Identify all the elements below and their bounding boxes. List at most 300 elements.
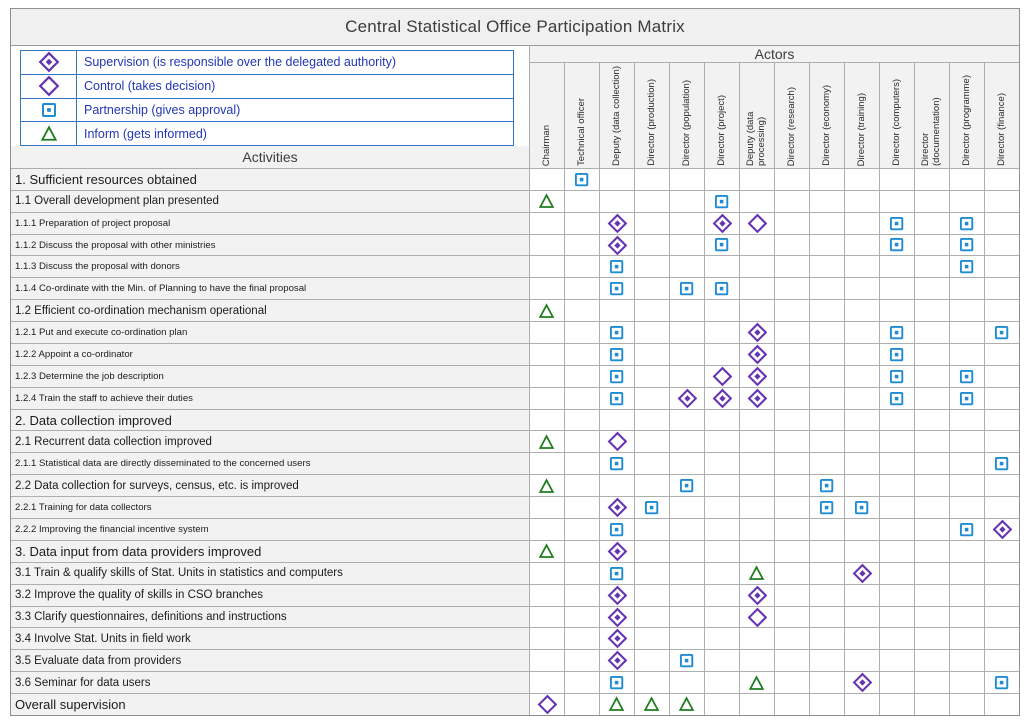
matrix-cell bbox=[705, 497, 739, 518]
activities-header: Activities bbox=[11, 146, 529, 168]
control-icon bbox=[712, 366, 733, 387]
matrix-cell bbox=[845, 410, 879, 431]
matrix-cell bbox=[565, 431, 599, 452]
matrix-cell bbox=[705, 388, 739, 409]
matrix-cell bbox=[635, 366, 669, 387]
supervision-icon bbox=[607, 235, 628, 256]
matrix-cell bbox=[775, 541, 809, 562]
matrix-cell bbox=[915, 650, 949, 671]
matrix-cell bbox=[845, 672, 879, 693]
matrix-cell bbox=[740, 278, 774, 299]
legend-symbol-cell bbox=[21, 99, 76, 122]
supervision-icon bbox=[607, 607, 628, 628]
matrix-cell bbox=[880, 541, 914, 562]
control-icon bbox=[537, 694, 558, 715]
actor-column-label: Director (documentation) bbox=[920, 97, 942, 166]
matrix-cell bbox=[705, 300, 739, 321]
matrix-cell bbox=[880, 519, 914, 540]
matrix-cell bbox=[880, 322, 914, 343]
matrix-cell bbox=[670, 628, 704, 649]
matrix-cell bbox=[845, 366, 879, 387]
matrix-cell bbox=[740, 563, 774, 584]
matrix-cell bbox=[845, 235, 879, 256]
legend bbox=[20, 50, 514, 146]
matrix-cell bbox=[670, 169, 704, 190]
activity-label: 3. Data input from data providers improved bbox=[11, 541, 529, 562]
matrix-cell bbox=[600, 191, 634, 212]
matrix-cell bbox=[775, 453, 809, 474]
matrix-cell bbox=[880, 585, 914, 606]
partnership-icon bbox=[574, 172, 589, 187]
matrix-cell bbox=[600, 300, 634, 321]
matrix-cell bbox=[845, 519, 879, 540]
supervision-icon bbox=[607, 650, 628, 671]
matrix-cell bbox=[600, 475, 634, 496]
matrix-cell bbox=[565, 278, 599, 299]
matrix-cell bbox=[845, 256, 879, 277]
matrix-cell bbox=[530, 344, 564, 365]
activity-label: 3.1 Train & qualify skills of Stat. Units in statistics and computers bbox=[11, 563, 529, 584]
matrix-cell bbox=[600, 278, 634, 299]
matrix-cell bbox=[845, 322, 879, 343]
matrix-cell bbox=[530, 431, 564, 452]
matrix-cell bbox=[740, 256, 774, 277]
matrix-cell bbox=[915, 278, 949, 299]
actor-column-label: Technical officer bbox=[575, 98, 587, 166]
matrix-cell bbox=[530, 235, 564, 256]
matrix-cell bbox=[635, 169, 669, 190]
matrix-cell bbox=[635, 607, 669, 628]
activity-label: 2.2.2 Improving the financial incentive system bbox=[11, 519, 529, 540]
matrix-cell bbox=[635, 628, 669, 649]
matrix-cell bbox=[775, 607, 809, 628]
matrix-cell bbox=[915, 235, 949, 256]
matrix-cell bbox=[740, 213, 774, 234]
partnership-icon bbox=[959, 391, 974, 406]
matrix-cell bbox=[845, 213, 879, 234]
activity-label: 1.1 Overall development plan presented bbox=[11, 191, 529, 212]
matrix-cell bbox=[845, 278, 879, 299]
matrix-cell bbox=[705, 453, 739, 474]
inform-icon bbox=[608, 696, 625, 712]
matrix-cell bbox=[705, 585, 739, 606]
matrix-cell bbox=[670, 278, 704, 299]
matrix-cell bbox=[565, 694, 599, 715]
actor-column-label: Director (economy) bbox=[820, 85, 832, 166]
matrix-cell bbox=[670, 672, 704, 693]
supervision-icon bbox=[677, 388, 698, 409]
actor-column-header bbox=[565, 63, 599, 168]
matrix-cell bbox=[985, 191, 1019, 212]
actor-column-label: Deputy (data collection) bbox=[610, 66, 622, 166]
matrix-cell bbox=[985, 235, 1019, 256]
activity-label: 3.4 Involve Stat. Units in field work bbox=[11, 628, 529, 649]
supervision-icon bbox=[712, 213, 733, 234]
matrix-cell bbox=[670, 607, 704, 628]
matrix-cell bbox=[600, 563, 634, 584]
matrix-cell bbox=[635, 519, 669, 540]
matrix-cell bbox=[880, 563, 914, 584]
matrix-cell bbox=[565, 388, 599, 409]
partnership-icon bbox=[609, 566, 624, 581]
matrix-cell bbox=[985, 278, 1019, 299]
matrix-cell bbox=[915, 672, 949, 693]
matrix-cell bbox=[600, 344, 634, 365]
matrix-cell bbox=[635, 322, 669, 343]
partnership-icon bbox=[609, 391, 624, 406]
matrix-cell bbox=[775, 694, 809, 715]
matrix-cell bbox=[950, 541, 984, 562]
matrix-cell bbox=[705, 410, 739, 431]
activity-label: 1.2.3 Determine the job description bbox=[11, 366, 529, 387]
matrix-cell bbox=[880, 300, 914, 321]
matrix-cell bbox=[600, 431, 634, 452]
matrix-cell bbox=[740, 410, 774, 431]
matrix-cell bbox=[880, 628, 914, 649]
matrix-cell bbox=[915, 563, 949, 584]
matrix-cell bbox=[950, 213, 984, 234]
matrix-cell bbox=[950, 235, 984, 256]
matrix-cell bbox=[845, 388, 879, 409]
matrix-cell bbox=[950, 169, 984, 190]
matrix-cell bbox=[565, 366, 599, 387]
matrix-cell bbox=[530, 519, 564, 540]
supervision-icon bbox=[712, 388, 733, 409]
matrix-cell bbox=[950, 585, 984, 606]
partnership-icon bbox=[714, 281, 729, 296]
matrix-cell bbox=[950, 278, 984, 299]
actor-column-label: Deputy (data processing) bbox=[745, 111, 767, 166]
matrix-cell bbox=[775, 431, 809, 452]
matrix-cell bbox=[670, 388, 704, 409]
matrix-cell bbox=[985, 585, 1019, 606]
matrix-cell bbox=[670, 344, 704, 365]
matrix-cell bbox=[845, 628, 879, 649]
matrix-cell bbox=[670, 475, 704, 496]
matrix-cell bbox=[880, 672, 914, 693]
matrix-cell bbox=[635, 497, 669, 518]
supervision-icon bbox=[607, 585, 628, 606]
matrix-cell bbox=[705, 344, 739, 365]
matrix-cell bbox=[775, 388, 809, 409]
matrix-cell bbox=[635, 191, 669, 212]
matrix-grid bbox=[11, 46, 1019, 715]
partnership-icon bbox=[679, 653, 694, 668]
activity-label: 1.1.3 Discuss the proposal with donors bbox=[11, 256, 529, 277]
actor-column-header bbox=[880, 63, 914, 168]
matrix-cell bbox=[985, 519, 1019, 540]
matrix-cell bbox=[600, 169, 634, 190]
inform-icon bbox=[538, 434, 555, 450]
matrix-cell bbox=[600, 410, 634, 431]
matrix-cell bbox=[915, 213, 949, 234]
matrix-cell bbox=[810, 300, 844, 321]
partnership-icon bbox=[609, 347, 624, 362]
matrix-cell bbox=[530, 256, 564, 277]
matrix-cell bbox=[530, 563, 564, 584]
matrix-cell bbox=[635, 431, 669, 452]
matrix-cell bbox=[565, 300, 599, 321]
actor-column-label: Director (training) bbox=[855, 92, 867, 166]
matrix-cell bbox=[705, 475, 739, 496]
matrix-cell bbox=[740, 650, 774, 671]
control-icon bbox=[747, 213, 768, 234]
matrix-cell bbox=[600, 585, 634, 606]
matrix-cell bbox=[775, 191, 809, 212]
matrix-cell bbox=[950, 519, 984, 540]
inform-icon bbox=[643, 696, 660, 712]
matrix-cell bbox=[635, 344, 669, 365]
inform-icon bbox=[678, 696, 695, 712]
matrix-cell bbox=[635, 672, 669, 693]
matrix-cell bbox=[705, 235, 739, 256]
partnership-icon bbox=[609, 259, 624, 274]
matrix-cell bbox=[950, 497, 984, 518]
matrix-cell bbox=[670, 585, 704, 606]
partnership-icon bbox=[679, 478, 694, 493]
partnership-icon bbox=[819, 500, 834, 515]
matrix-cell bbox=[670, 519, 704, 540]
matrix-cell bbox=[950, 650, 984, 671]
matrix-cell bbox=[880, 278, 914, 299]
activity-label: 3.5 Evaluate data from providers bbox=[11, 650, 529, 671]
matrix-cell bbox=[880, 410, 914, 431]
matrix-cell bbox=[845, 431, 879, 452]
matrix-cell bbox=[985, 169, 1019, 190]
matrix-cell bbox=[740, 366, 774, 387]
matrix-cell bbox=[915, 628, 949, 649]
actor-column-label: Chairman bbox=[540, 124, 552, 166]
matrix-cell bbox=[810, 344, 844, 365]
supervision-icon bbox=[747, 366, 768, 387]
matrix-cell bbox=[740, 607, 774, 628]
partnership-icon bbox=[889, 347, 904, 362]
matrix-cell bbox=[775, 585, 809, 606]
matrix-cell bbox=[985, 475, 1019, 496]
matrix-cell bbox=[565, 169, 599, 190]
matrix-cell bbox=[530, 585, 564, 606]
matrix-cell bbox=[810, 431, 844, 452]
matrix-cell bbox=[530, 300, 564, 321]
actor-column-header bbox=[950, 63, 984, 168]
matrix-cell bbox=[705, 541, 739, 562]
matrix-cell bbox=[565, 628, 599, 649]
activity-label: Overall supervision bbox=[11, 694, 529, 715]
matrix-cell bbox=[635, 300, 669, 321]
matrix-cell bbox=[740, 300, 774, 321]
matrix-cell bbox=[845, 585, 879, 606]
matrix-cell bbox=[775, 322, 809, 343]
matrix-cell bbox=[775, 519, 809, 540]
matrix-cell bbox=[880, 431, 914, 452]
partnership-icon bbox=[889, 237, 904, 252]
supervision-icon bbox=[747, 344, 768, 365]
matrix-cell bbox=[985, 300, 1019, 321]
matrix-cell bbox=[880, 366, 914, 387]
matrix-cell bbox=[880, 453, 914, 474]
actor-column-header bbox=[635, 63, 669, 168]
matrix-cell bbox=[635, 475, 669, 496]
matrix-cell bbox=[775, 650, 809, 671]
matrix-cell bbox=[600, 256, 634, 277]
matrix-cell bbox=[740, 628, 774, 649]
matrix-cell bbox=[985, 541, 1019, 562]
supervision-icon bbox=[607, 541, 628, 562]
actor-column-label: Director (project) bbox=[715, 95, 727, 166]
matrix-cell bbox=[880, 191, 914, 212]
matrix-cell bbox=[915, 169, 949, 190]
actor-column-label: Director (population) bbox=[680, 79, 692, 166]
matrix-cell bbox=[810, 650, 844, 671]
matrix-cell bbox=[845, 650, 879, 671]
supervision-icon bbox=[852, 672, 873, 693]
activity-label: 1.1.4 Co-ordinate with the Min. of Planning to have the final proposal bbox=[11, 278, 529, 299]
matrix-cell bbox=[775, 278, 809, 299]
matrix-cell bbox=[810, 563, 844, 584]
matrix-cell bbox=[600, 607, 634, 628]
activities-header-cell bbox=[11, 46, 529, 168]
matrix-cell bbox=[985, 322, 1019, 343]
matrix-cell bbox=[950, 672, 984, 693]
matrix-cell bbox=[985, 650, 1019, 671]
matrix-cell bbox=[950, 475, 984, 496]
matrix-cell bbox=[985, 563, 1019, 584]
matrix-cell bbox=[565, 563, 599, 584]
inform-icon bbox=[538, 478, 555, 494]
matrix-cell bbox=[915, 519, 949, 540]
actor-column-header bbox=[670, 63, 704, 168]
matrix-cell bbox=[635, 453, 669, 474]
matrix-cell bbox=[985, 388, 1019, 409]
matrix-cell bbox=[810, 191, 844, 212]
matrix-cell bbox=[810, 453, 844, 474]
supervision-icon bbox=[607, 213, 628, 234]
partnership-icon bbox=[889, 369, 904, 384]
matrix-cell bbox=[565, 585, 599, 606]
matrix-cell bbox=[705, 563, 739, 584]
legend-label: Partnership (gives approval) bbox=[77, 99, 513, 122]
matrix-cell bbox=[530, 694, 564, 715]
activity-label: 3.2 Improve the quality of skills in CSO branches bbox=[11, 585, 529, 606]
matrix-cell bbox=[775, 213, 809, 234]
matrix-cell bbox=[635, 388, 669, 409]
matrix-cell bbox=[670, 235, 704, 256]
matrix-cell bbox=[810, 585, 844, 606]
activity-label: 1.1.2 Discuss the proposal with other ministries bbox=[11, 235, 529, 256]
actor-column-label: Director (production) bbox=[645, 79, 657, 166]
matrix-cell bbox=[810, 541, 844, 562]
actor-column-header bbox=[985, 63, 1019, 168]
activity-label: 1.2 Efficient co-ordination mechanism operational bbox=[11, 300, 529, 321]
matrix-cell bbox=[915, 322, 949, 343]
supervision-icon bbox=[38, 51, 60, 73]
partnership-icon bbox=[41, 102, 57, 118]
matrix-cell bbox=[915, 431, 949, 452]
matrix-cell bbox=[915, 541, 949, 562]
matrix-cell bbox=[950, 563, 984, 584]
matrix-cell bbox=[740, 191, 774, 212]
matrix-cell bbox=[775, 410, 809, 431]
matrix-cell bbox=[670, 453, 704, 474]
activity-label: 2.1 Recurrent data collection improved bbox=[11, 431, 529, 452]
partnership-icon bbox=[994, 675, 1009, 690]
matrix-cell bbox=[565, 672, 599, 693]
matrix-cell bbox=[880, 497, 914, 518]
matrix-cell bbox=[775, 169, 809, 190]
matrix-cell bbox=[915, 344, 949, 365]
activity-label: 1.2.2 Appoint a co-ordinator bbox=[11, 344, 529, 365]
matrix-cell bbox=[810, 235, 844, 256]
matrix-cell bbox=[845, 541, 879, 562]
matrix-cell bbox=[985, 256, 1019, 277]
matrix-cell bbox=[635, 235, 669, 256]
matrix-cell bbox=[950, 410, 984, 431]
matrix-cell bbox=[740, 322, 774, 343]
matrix-cell bbox=[600, 541, 634, 562]
partnership-icon bbox=[959, 216, 974, 231]
matrix-cell bbox=[565, 541, 599, 562]
matrix-cell bbox=[985, 366, 1019, 387]
partnership-icon bbox=[644, 500, 659, 515]
legend-symbol-cell bbox=[21, 75, 76, 98]
partnership-icon bbox=[679, 281, 694, 296]
matrix-cell bbox=[775, 344, 809, 365]
matrix-cell bbox=[565, 497, 599, 518]
activity-label: 2.2.1 Training for data collectors bbox=[11, 497, 529, 518]
matrix-cell bbox=[845, 563, 879, 584]
matrix-cell bbox=[950, 344, 984, 365]
activity-label: 2. Data collection improved bbox=[11, 410, 529, 431]
control-icon bbox=[607, 431, 628, 452]
matrix-cell bbox=[565, 213, 599, 234]
inform-icon bbox=[538, 303, 555, 319]
matrix-cell bbox=[880, 169, 914, 190]
matrix-cell bbox=[530, 366, 564, 387]
control-icon bbox=[747, 607, 768, 628]
matrix-cell bbox=[740, 475, 774, 496]
matrix-cell bbox=[845, 191, 879, 212]
partnership-icon bbox=[714, 194, 729, 209]
matrix-cell bbox=[880, 256, 914, 277]
partnership-icon bbox=[819, 478, 834, 493]
matrix-cell bbox=[810, 213, 844, 234]
supervision-icon bbox=[747, 388, 768, 409]
matrix-cell bbox=[740, 431, 774, 452]
matrix-cell bbox=[670, 694, 704, 715]
matrix-cell bbox=[670, 256, 704, 277]
matrix-cell bbox=[775, 497, 809, 518]
matrix-cell bbox=[915, 607, 949, 628]
matrix-cell bbox=[530, 607, 564, 628]
matrix-cell bbox=[635, 256, 669, 277]
matrix-cell bbox=[705, 366, 739, 387]
matrix-cell bbox=[740, 235, 774, 256]
activity-label: 3.3 Clarify questionnaires, definitions and instructions bbox=[11, 607, 529, 628]
matrix-cell bbox=[845, 169, 879, 190]
matrix-cell bbox=[915, 475, 949, 496]
matrix-cell bbox=[985, 431, 1019, 452]
supervision-icon bbox=[747, 322, 768, 343]
matrix-cell bbox=[705, 672, 739, 693]
inform-icon bbox=[748, 675, 765, 691]
matrix-cell bbox=[775, 563, 809, 584]
matrix-cell bbox=[670, 650, 704, 671]
matrix-cell bbox=[915, 191, 949, 212]
inform-icon bbox=[748, 565, 765, 581]
matrix-cell bbox=[600, 628, 634, 649]
partnership-icon bbox=[994, 325, 1009, 340]
matrix-cell bbox=[915, 585, 949, 606]
